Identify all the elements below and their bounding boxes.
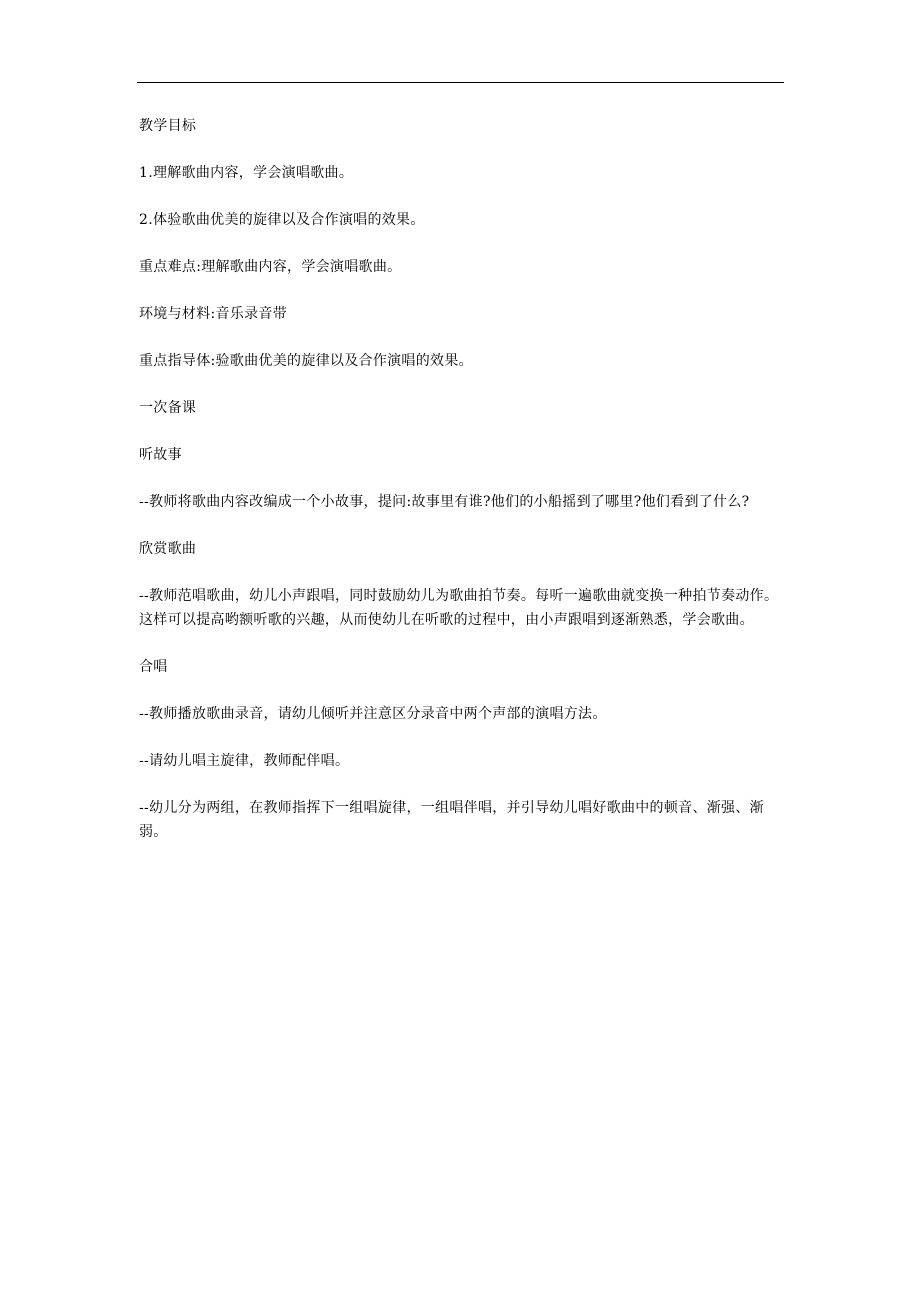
goal-item-1: 1.理解歌曲内容，学会演唱歌曲。 <box>139 165 354 181</box>
goal-item-2: 2.体验歌曲优美的旋律以及合作演唱的效果。 <box>139 212 425 228</box>
key-guidance: 重点指导体:验歌曲优美的旋律以及合作演唱的效果。 <box>139 353 473 369</box>
section-heading-teaching-goals: 教学目标 <box>139 118 197 134</box>
activity-step-model-singing: --教师范唱歌曲，幼儿小声跟唱，同时鼓励幼儿为歌曲拍节奏。每听一遍歌曲就变换一种拍节奏动作。这样可以提高哟额听歌的兴趣，从而使幼儿在听歌的过程中，由小声跟唱到逐渐熟悉，学会歌曲。 <box>139 588 779 628</box>
activity-heading-appreciate-song: 欣赏歌曲 <box>139 541 197 557</box>
activity-step-story: --教师将歌曲内容改编成一个小故事，提问:故事里有谁?他们的小船摇到了哪里?他们看到了什么? <box>139 494 750 510</box>
key-difficulty: 重点难点:理解歌曲内容，学会演唱歌曲。 <box>139 259 402 275</box>
header-rule <box>137 82 784 83</box>
activity-step-play-recording: --教师播放歌曲录音，请幼儿倾听并注意区分录音中两个声部的演唱方法。 <box>139 706 607 722</box>
environment-materials: 环境与材料:音乐录音带 <box>139 306 288 322</box>
activity-step-two-groups: --幼儿分为两组，在教师指挥下一组唱旋律，一组唱伴唱，并引导幼儿唱好歌曲中的顿音、渐强、渐弱。 <box>139 800 764 840</box>
section-heading-first-prep: 一次备课 <box>139 400 197 416</box>
document-body <box>139 114 789 867</box>
activity-step-main-melody: --请幼儿唱主旋律，教师配伴唱。 <box>139 753 350 769</box>
activity-heading-chorus: 合唱 <box>139 659 168 675</box>
activity-heading-listen-story: 听故事 <box>139 447 182 463</box>
